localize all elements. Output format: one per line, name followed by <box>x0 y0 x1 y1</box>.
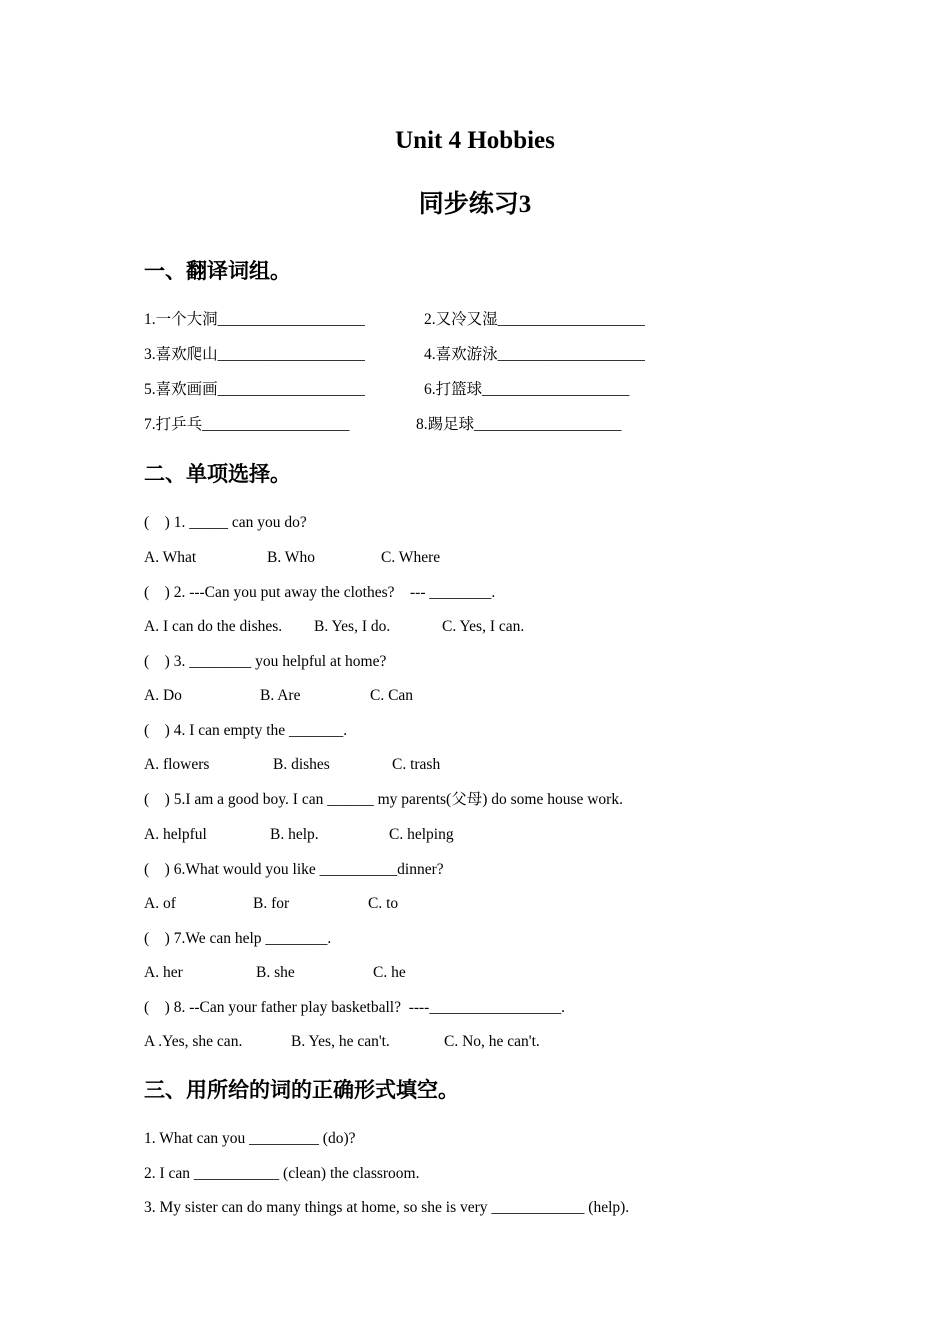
page-title: Unit 4 Hobbies <box>395 127 555 154</box>
q4-option-b: B. dishes <box>273 756 330 773</box>
q2-option-a: A. I can do the dishes. <box>144 618 283 635</box>
fill-item-2: 2. I can ___________ (clean) the classroom. <box>144 1165 420 1182</box>
question-2: ( ) 2. ---Can you put away the clothes? --- ________. <box>144 584 496 601</box>
fill-item-1: 1. What can you _________ (do)? <box>144 1130 356 1147</box>
translate-item-7: 7.打乒乓___________________ <box>144 416 350 433</box>
q1-option-c: C. Where <box>381 549 441 566</box>
translate-item-4: 4.喜欢游泳___________________ <box>424 346 645 363</box>
q6-option-b: B. for <box>253 895 290 912</box>
q1-option-a: A. What <box>144 549 197 566</box>
q1-option-b: B. Who <box>267 549 315 566</box>
section3-heading: 三、用所给的词的正确形式填空。 <box>144 1078 459 1102</box>
q5-option-a: A. helpful <box>144 826 207 843</box>
translate-item-6: 6.打篮球___________________ <box>424 381 630 398</box>
question-5: ( ) 5.I am a good boy. I can ______ my parents(父母) do some house work. <box>144 791 623 808</box>
question-8: ( ) 8. --Can your father play basketball? ----_________________. <box>144 999 565 1016</box>
question-4: ( ) 4. I can empty the _______. <box>144 722 348 739</box>
q6-option-c: C. to <box>368 895 399 912</box>
question-1: ( ) 1. _____ can you do? <box>144 514 307 531</box>
q8-option-c: C. No, he can't. <box>444 1033 540 1050</box>
q3-option-b: B. Are <box>260 687 301 704</box>
question-3: ( ) 3. ________ you helpful at home? <box>144 653 387 670</box>
q2-option-b: B. Yes, I do. <box>314 618 391 635</box>
q7-option-c: C. he <box>373 964 406 981</box>
q7-option-b: B. she <box>256 964 295 981</box>
q5-option-b: B. help. <box>270 826 319 843</box>
question-6: ( ) 6.What would you like __________dinner? <box>144 861 444 878</box>
translate-item-3: 3.喜欢爬山___________________ <box>144 346 365 363</box>
translate-item-1: 1.一个大洞___________________ <box>144 311 365 328</box>
question-7: ( ) 7.We can help ________. <box>144 930 332 947</box>
translate-item-5: 5.喜欢画画___________________ <box>144 381 365 398</box>
page-subtitle: 同步练习3 <box>418 191 532 218</box>
q8-option-a: A .Yes, she can. <box>144 1033 243 1050</box>
translate-item-2: 2.又冷又湿___________________ <box>424 311 645 328</box>
q4-option-a: A. flowers <box>144 756 210 773</box>
q5-option-c: C. helping <box>389 826 454 843</box>
translate-item-8: 8.踢足球___________________ <box>416 416 622 433</box>
fill-item-3: 3. My sister can do many things at home, so she is very ____________ (help). <box>144 1199 630 1216</box>
section2-heading: 二、单项选择。 <box>144 462 291 486</box>
q3-option-c: C. Can <box>370 687 414 704</box>
section1-heading: 一、翻译词组。 <box>144 259 291 283</box>
q4-option-c: C. trash <box>392 756 441 773</box>
q6-option-a: A. of <box>144 895 176 912</box>
q3-option-a: A. Do <box>144 687 182 704</box>
q7-option-a: A. her <box>144 964 183 981</box>
q2-option-c: C. Yes, I can. <box>442 618 525 635</box>
q8-option-b: B. Yes, he can't. <box>291 1033 390 1050</box>
